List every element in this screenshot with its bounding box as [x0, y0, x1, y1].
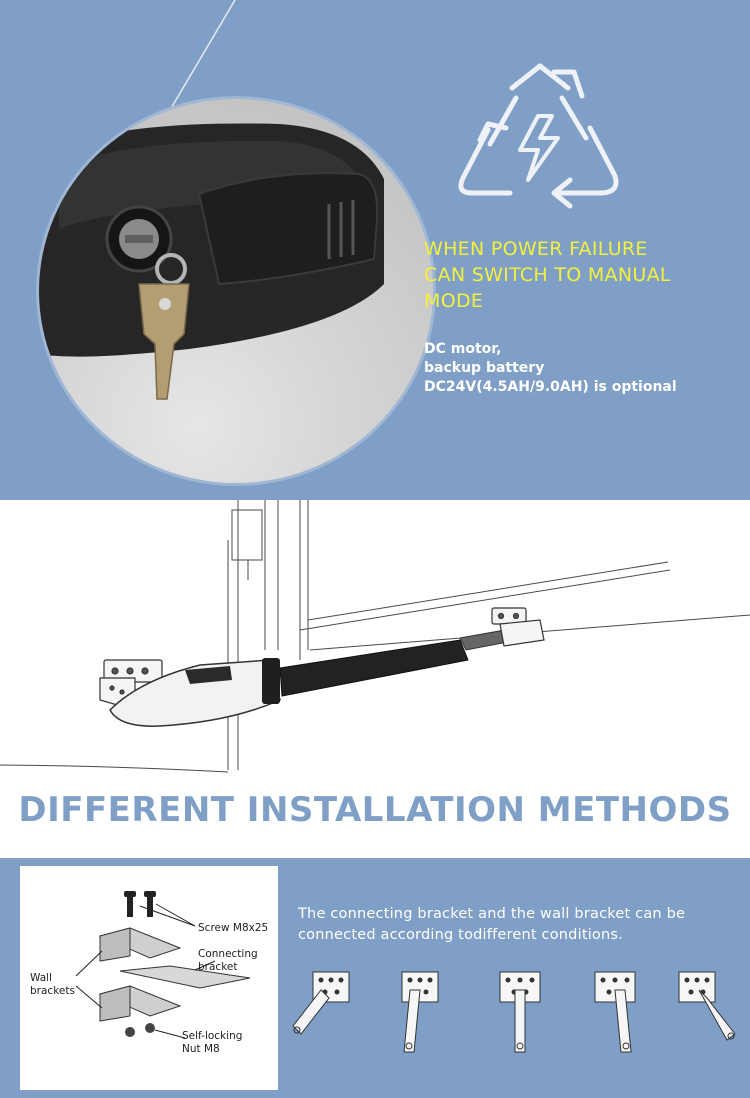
- power-failure-banner: [0, 0, 750, 500]
- connecting-bracket-label: [198, 948, 258, 974]
- wall-brackets-line-2: brackets: [30, 985, 75, 997]
- subtext-line-1: DC motor,: [424, 341, 502, 357]
- wall-brackets-line-1: Wall: [30, 972, 52, 984]
- bracket-config-1: [285, 968, 365, 1068]
- bracket-description: [298, 904, 738, 946]
- installation-methods-panel: [0, 858, 750, 1098]
- bracket-config-5: [663, 968, 743, 1068]
- motor-battery-info: [424, 340, 744, 397]
- subtext-line-3: DC24V(4.5AH/9.0AH) is optional: [424, 379, 677, 395]
- headline-line-2: CAN SWITCH TO MANUAL: [424, 264, 671, 286]
- headline-line-1: WHEN POWER FAILURE: [424, 238, 648, 260]
- bracket-configurations: [285, 968, 745, 1068]
- connecting-bracket-line-1: Connecting: [198, 948, 258, 960]
- recycle-lightning-icon: [450, 58, 630, 228]
- description-line-1: The connecting bracket and the wall bracket can be: [298, 906, 686, 922]
- bracket-config-2: [380, 968, 460, 1068]
- nut-line-1: Self-locking: [182, 1030, 243, 1042]
- wall-brackets-label: [30, 972, 75, 998]
- gate-opener-installation-diagram: [0, 500, 750, 790]
- screw-label: Screw M8x25: [198, 922, 269, 934]
- manual-release-key-photo: [36, 96, 436, 486]
- headline-line-3: MODE: [424, 290, 484, 312]
- description-line-2: connected according todifferent conditions.: [298, 927, 623, 943]
- nut-line-2: Nut M8: [182, 1043, 220, 1055]
- power-failure-headline: [424, 236, 744, 314]
- bracket-config-4: [575, 968, 655, 1068]
- connecting-bracket-line-2: bracket: [198, 961, 238, 973]
- section-title: DIFFERENT INSTALLATION METHODS: [18, 790, 732, 830]
- bracket-config-3: [480, 968, 560, 1068]
- subtext-line-2: backup battery: [424, 360, 545, 376]
- nut-label: [182, 1030, 242, 1056]
- bracket-parts-diagram: [20, 866, 278, 1090]
